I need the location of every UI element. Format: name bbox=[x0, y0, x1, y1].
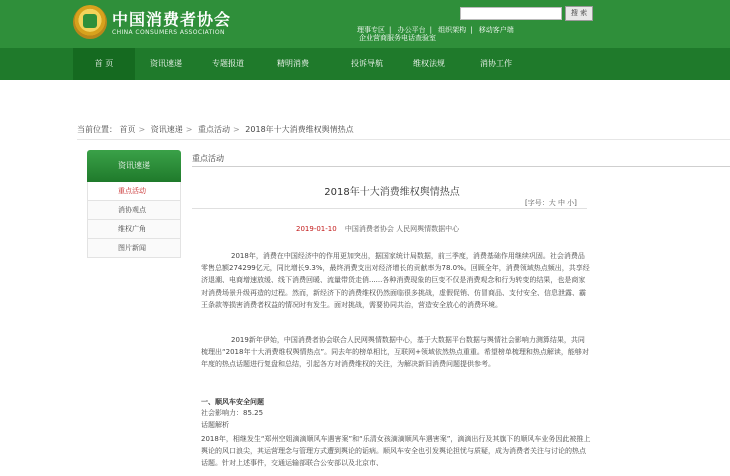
sidebar-title: 资讯速递 bbox=[87, 150, 181, 182]
font-size-control[interactable]: [字号：大 中 小] bbox=[525, 199, 577, 207]
sidebar-item-rights-angle[interactable]: 维权广角 bbox=[87, 220, 181, 239]
link-mobile-client[interactable]: 移动客户端 bbox=[478, 26, 514, 34]
sidebar-item-picture-news[interactable]: 图片新闻 bbox=[87, 239, 181, 258]
top-header bbox=[0, 0, 730, 48]
header-links: 理事专区 | 办公平台 | 组织架构 | 移动客户端 bbox=[357, 26, 514, 34]
article-area bbox=[192, 150, 730, 468]
nav-smart-consumption[interactable]: 精明消费 bbox=[277, 59, 309, 68]
article-meta bbox=[296, 224, 459, 234]
sidebar bbox=[87, 150, 181, 258]
link-business-service[interactable]: 企业营商服务电话查验室 bbox=[359, 34, 436, 42]
nav-news[interactable]: 资讯速递 bbox=[150, 59, 182, 68]
link-organization[interactable]: 组织架构 bbox=[438, 26, 467, 34]
logo-chinese-name: 中国消费者协会 bbox=[112, 10, 232, 29]
title-divider bbox=[192, 208, 587, 209]
breadcrumb-prefix: 当前位置： bbox=[77, 125, 117, 134]
sidebar-item-association-views[interactable]: 消协观点 bbox=[87, 201, 181, 220]
paragraph-2: 2019新年伊始，中国消费者协会联合人民网舆情数据中心，基于大数据平台数据与舆情社会影响力测算结果，共同梳理出“2018年十大消费维权舆情热点”。同去年的榜单相比，互联网+领域依然热点重重。希望榜单梳理和热点解读，能够对年度的热点话题进行复盘和总结，引起各方对消费维权的关注，为解决新旧消费问题提供参考。 bbox=[201, 336, 589, 369]
link-council-zone[interactable]: 理事专区 bbox=[357, 26, 385, 34]
logo-english-name: CHINA CONSUMERS ASSOCIATION bbox=[112, 29, 225, 36]
link-office-platform[interactable]: 办公平台 bbox=[397, 26, 426, 34]
section-title: 重点活动 bbox=[192, 150, 730, 167]
article-title: 2018年十大消费维权舆情热点 bbox=[324, 187, 460, 198]
main-nav bbox=[0, 48, 730, 80]
search-input[interactable] bbox=[460, 7, 562, 20]
nav-complaint-guide[interactable]: 投诉导航 bbox=[351, 59, 383, 68]
breadcrumb-current: 2018年十大消费维权舆情热点 bbox=[245, 125, 354, 134]
paragraph-intro: 2018年，消费在中国经济中的作用更加突出，据国家统计局数据，前三季度，消费基础作用继续巩固。社会消费品零售总额274299亿元，同比增长9.3%，最终消费支出对经济增长的贡献率为78.0%。回顾全年，消费领域热点频出，共享经济退潮、电商增速放缓、线下消费回暖、流量带货走俏......各种消费现象的巨变不仅是消费观念和行为转变的结果，也是商家对消费场景升级再造的过程。然而，新经济下的消费维权仍然面临很多挑战，虚假促销、仿冒商品、支付安全、信息泄露、霸王条款等损害消费者权益的情况时有发生。面对挑战，需要协同共治，营造安全放心的消费环境。 bbox=[201, 252, 590, 309]
nav-special-reports[interactable]: 专题报道 bbox=[212, 59, 244, 68]
nav-rights-laws[interactable]: 维权法规 bbox=[413, 59, 445, 68]
nav-home[interactable]: 首 页 bbox=[73, 48, 135, 80]
breadcrumb-key-activities[interactable]: 重点活动 bbox=[198, 125, 231, 134]
breadcrumb-home[interactable]: 首页 bbox=[119, 125, 136, 134]
article-date: 2019-01-10 bbox=[296, 225, 337, 233]
search-button[interactable]: 搜 索 bbox=[565, 6, 593, 21]
sidebar-item-key-activities[interactable]: 重点活动 bbox=[87, 182, 181, 201]
paragraph-3: 2018年，相继发生“郑州空姐滴滴顺风车遇害案”和“乐清女孩滴滴顺风车遇害案”，滴滴出行及其旗下的顺风车业务因此被推上舆论的风口浪尖，其运营理念与管理方式遭到舆论的诟病。顺风车安全也引发舆论担忧与质疑，成为消费者关注与讨论的热点话题。针对上述事件，交通运输部联合公安部以及北京市、 bbox=[201, 435, 591, 468]
item-1-subheading: 话题解析 bbox=[201, 421, 229, 429]
article-source: 中国消费者协会 人民网舆情数据中心 bbox=[344, 225, 460, 233]
breadcrumb-divider bbox=[77, 139, 730, 140]
nav-association-work[interactable]: 消协工作 bbox=[480, 59, 512, 68]
association-emblem-logo bbox=[73, 5, 107, 39]
item-1-score: 社会影响力：85.25 bbox=[201, 409, 264, 417]
breadcrumb-news[interactable]: 资讯速递 bbox=[150, 125, 183, 134]
breadcrumb: 当前位置： 首页 > 资讯速递 > 重点活动 > 2018年十大消费维权舆情热点 bbox=[77, 125, 354, 134]
item-1-title: 一、顺风车安全问题 bbox=[201, 398, 264, 406]
